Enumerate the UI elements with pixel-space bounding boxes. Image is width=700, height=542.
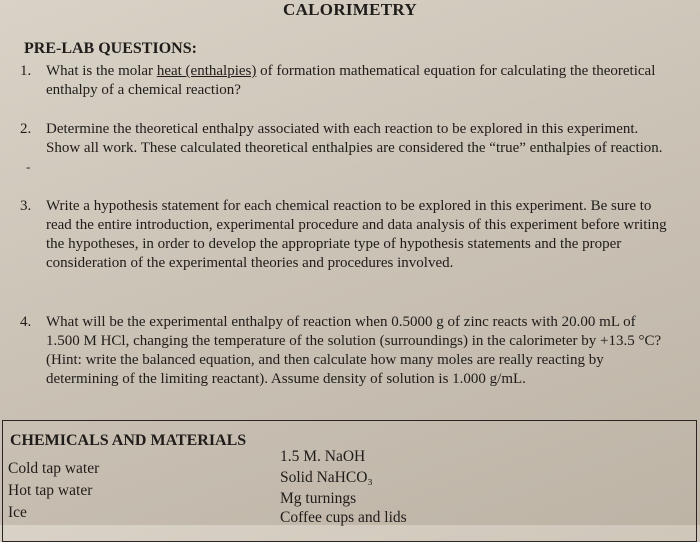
- question-text: What is the molar heat (enthalpies) of formation mathematical equation for calculating the theoretical enthalpy of a chemical reaction?: [46, 63, 656, 98]
- question-text: Write a hypothesis statement for each chemical reaction to be explored in this experiment. Be sure to read the entire introduction, experimental procedure and data analysis of this experiment before writing the hypotheses, in order to develop the appropriate type of hypothesis statements and the proper consideration of the experimental theories and procedures involved.: [46, 198, 667, 271]
- material-item: Solid NaHCO₃: [280, 469, 373, 486]
- prelab-heading: PRE-LAB QUESTIONS:: [24, 40, 197, 57]
- question-number: 4.: [20, 314, 32, 330]
- question-4: [20, 313, 670, 389]
- question-number: 3.: [20, 198, 32, 214]
- question-2: [20, 120, 670, 158]
- question-text: What will be the experimental enthalpy of reaction when 0.5000 g of zinc reacts with 20.00 mL of 1.500 M HCl, changing the temperature of the solution (surroundings) in the calorimeter by +13.5 °C? (Hint: write the balanced equation, and then calculate how many moles are really reacting by determining of the limiting reactant). Assume density of solution is 1.000 g/mL.: [46, 314, 662, 387]
- material-item: Mg turnings: [280, 490, 357, 507]
- question-number: 1.: [20, 63, 32, 79]
- question-1: [20, 62, 670, 100]
- material-item: Hot tap water: [8, 482, 93, 499]
- material-item: 1.5 M. NaOH: [280, 448, 366, 465]
- material-item: Ice: [8, 504, 27, 521]
- question-number: 2.: [20, 121, 32, 137]
- document-title: CALORIMETRY: [283, 0, 417, 19]
- material-item: Coffee cups and lids: [280, 509, 407, 526]
- margin-mark: -: [26, 159, 31, 174]
- materials-heading: CHEMICALS AND MATERIALS: [10, 432, 247, 449]
- material-item: Cold tap water: [8, 460, 100, 477]
- question-text: Determine the theoretical enthalpy associated with each reaction to be explored in this experiment. Show all work. These calculated theoretical enthalpies are considered the “true” enthalpies of reaction.: [46, 121, 663, 156]
- question-3: [20, 197, 670, 273]
- underlined-phrase: heat (enthalpies): [156, 63, 257, 79]
